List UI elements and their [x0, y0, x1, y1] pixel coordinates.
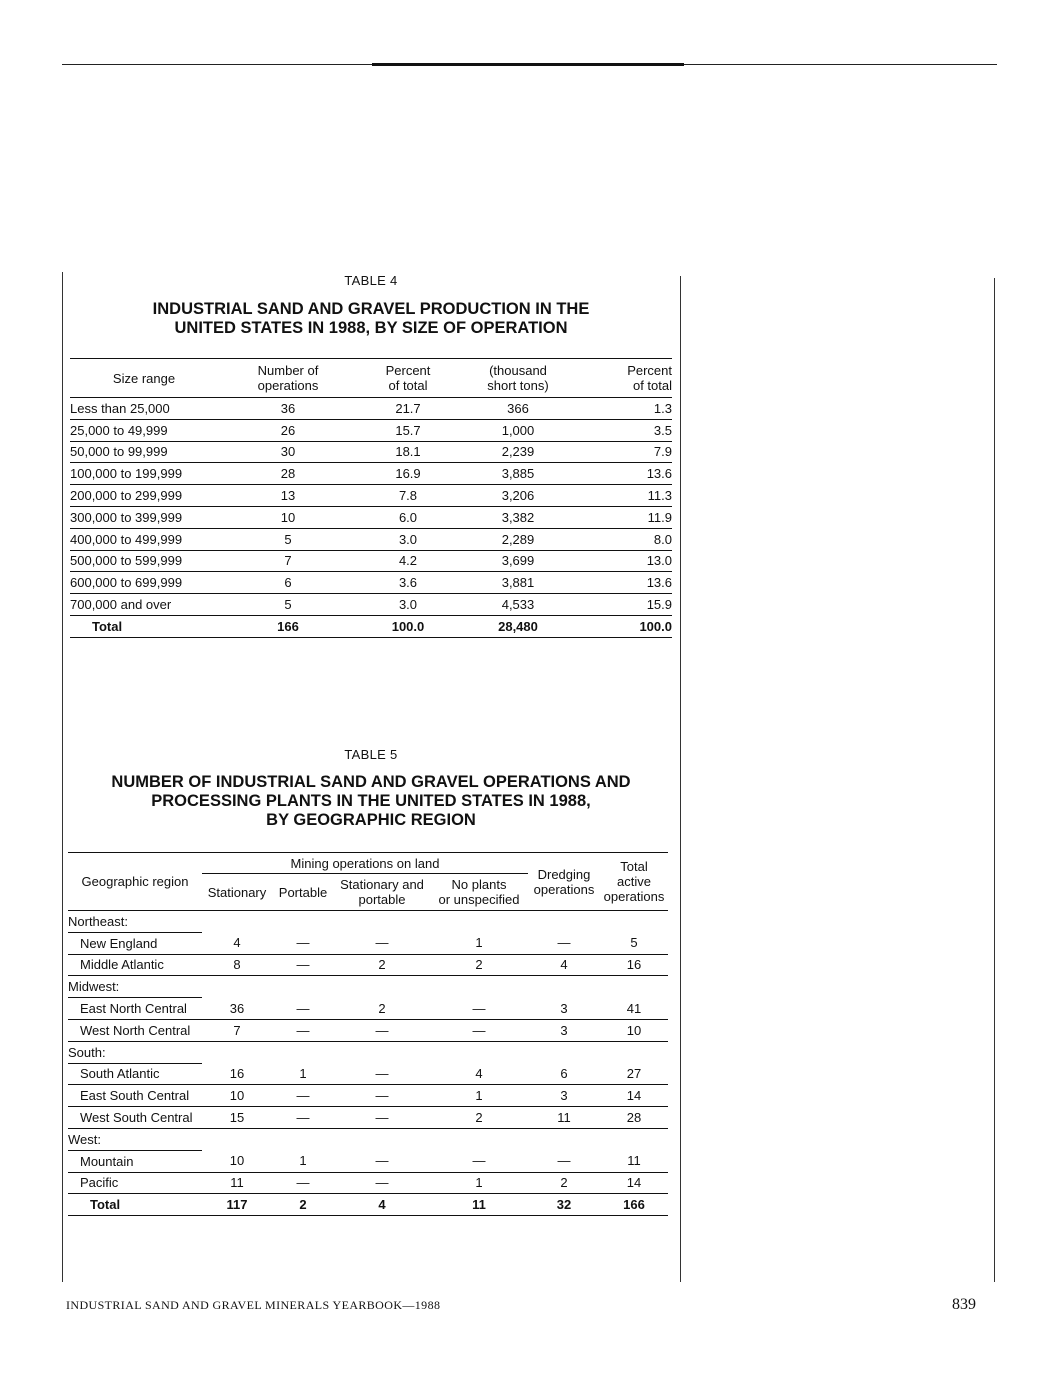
table4-cell-pct2: 3.5: [578, 419, 672, 441]
table5-cell-dr: 3: [528, 1085, 600, 1107]
table-row: [70, 506, 672, 528]
middle-column-rule: [680, 276, 681, 1282]
table-row: [70, 594, 672, 616]
table5-cell-dr: 3: [528, 998, 600, 1020]
table4-cell-ops: 13: [218, 485, 358, 507]
table5-cell-sp: —: [334, 1150, 430, 1172]
table5-cell-tot: 28: [600, 1107, 668, 1129]
table4-cell-range: 400,000 to 499,999: [70, 528, 218, 550]
table5-cell-tot: 5: [600, 932, 668, 954]
table4-cell-tons: 3,699: [458, 550, 578, 572]
table-row: [70, 485, 672, 507]
table5-empty-cell: [430, 1041, 528, 1063]
table5-cell-stat: 15: [202, 1107, 272, 1129]
table5-cell-region: Mountain: [68, 1150, 202, 1172]
table5-region-name: South:: [68, 1041, 202, 1063]
table-row: [68, 932, 668, 954]
table5-cell-np: 1: [430, 932, 528, 954]
table5-region-heading: [68, 1041, 668, 1063]
table4-cell-range: 25,000 to 49,999: [70, 419, 218, 441]
table5-empty-cell: [334, 976, 430, 998]
table5-cell-sp: —: [334, 1063, 430, 1085]
table5-total-tot: 166: [600, 1194, 668, 1216]
table5-cell-port: —: [272, 1107, 334, 1129]
table5-cell-dr: —: [528, 932, 600, 954]
table-row: [70, 528, 672, 550]
table-row: [68, 954, 668, 976]
table4-cell-ops: 26: [218, 419, 358, 441]
table5-region-name: Northeast:: [68, 911, 202, 933]
table5-header-total-line3: operations: [603, 889, 665, 904]
table5-title: [62, 773, 680, 830]
table4-header-num-ops: [218, 359, 358, 398]
table5-region-name: West:: [68, 1128, 202, 1150]
table5-cell-np: 2: [430, 954, 528, 976]
table4-header-percent2: [578, 359, 672, 398]
table4-cell-pct: 4.2: [358, 550, 458, 572]
table4-cell-pct: 100.0: [358, 615, 458, 637]
table5-cell-dr: 6: [528, 1063, 600, 1085]
table4-cell-range: 200,000 to 299,999: [70, 485, 218, 507]
table5-cell-port: —: [272, 1019, 334, 1041]
table5-region-heading: [68, 1128, 668, 1150]
table4-label: TABLE 4: [344, 273, 398, 288]
table5-cell-np: 1: [430, 1085, 528, 1107]
table5: [68, 852, 668, 1216]
table5-cell-np: 2: [430, 1107, 528, 1129]
table4-cell-pct2: 8.0: [578, 528, 672, 550]
table4-cell-tons: 3,206: [458, 485, 578, 507]
table-row: [68, 1063, 668, 1085]
table5-cell-region: Pacific: [68, 1172, 202, 1194]
table5-empty-cell: [202, 1041, 272, 1063]
table5-total-dr: 32: [528, 1194, 600, 1216]
table5-header-total-line1: Total: [620, 859, 648, 874]
table5-empty-cell: [600, 976, 668, 998]
table5-cell-port: 1: [272, 1150, 334, 1172]
table5-total-np: 11: [430, 1194, 528, 1216]
table5-title-line3: BY GEOGRAPHIC REGION: [266, 811, 476, 829]
table5-cell-dr: 2: [528, 1172, 600, 1194]
table4-cell-range: 100,000 to 199,999: [70, 463, 218, 485]
table5-cell-region: East South Central: [68, 1085, 202, 1107]
table4: [70, 358, 672, 638]
table5-empty-cell: [334, 1128, 430, 1150]
table5-cell-stat: 10: [202, 1150, 272, 1172]
table4-header-percent2-line1: Percent: [627, 363, 672, 378]
table5-empty-cell: [528, 1041, 600, 1063]
table5-cell-stat: 10: [202, 1085, 272, 1107]
table5-header-stationary: Stationary: [202, 874, 272, 911]
table-row: [68, 1085, 668, 1107]
table5-empty-cell: [334, 1041, 430, 1063]
table-row: [70, 441, 672, 463]
table4-cell-ops: 30: [218, 441, 358, 463]
table4-cell-tons: 366: [458, 398, 578, 420]
table5-header-no-plants-line1: No plants: [451, 877, 507, 892]
table5-cell-region: West North Central: [68, 1019, 202, 1041]
table5-cell-tot: 11: [600, 1150, 668, 1172]
table4-cell-ops: 28: [218, 463, 358, 485]
table5-header-mining: Mining operations on land: [202, 853, 528, 874]
table4-cell-ops: 36: [218, 398, 358, 420]
table5-region-heading: [68, 911, 668, 933]
table4-cell-pct2: 100.0: [578, 615, 672, 637]
table4-cell-range: 600,000 to 699,999: [70, 572, 218, 594]
table5-header-region: Geographic region: [68, 853, 202, 911]
table4-cell-tons: 1,000: [458, 419, 578, 441]
page-number: 839: [952, 1296, 976, 1313]
table4-cell-tons: 3,382: [458, 506, 578, 528]
table5-cell-dr: 11: [528, 1107, 600, 1129]
table5-cell-sp: —: [334, 1172, 430, 1194]
table4-total-row: [70, 615, 672, 637]
table5-region-heading: [68, 976, 668, 998]
table5-cell-tot: 16: [600, 954, 668, 976]
table4-cell-pct2: 7.9: [578, 441, 672, 463]
table5-header-portable: Portable: [272, 874, 334, 911]
top-rule-thick: [372, 63, 684, 66]
table5-title-line2: PROCESSING PLANTS IN THE UNITED STATES IN 1988,: [151, 792, 591, 810]
table4-cell-pct2: 11.3: [578, 485, 672, 507]
table4-cell-pct2: 13.0: [578, 550, 672, 572]
table4-header-num-ops-line1: Number of: [257, 363, 319, 378]
table4-cell-pct: 3.0: [358, 594, 458, 616]
table5-cell-sp: —: [334, 1107, 430, 1129]
table5-header-no-plants-line2: or unspecified: [438, 892, 520, 907]
table4-cell-range: Total: [70, 615, 218, 637]
table5-cell-stat: 7: [202, 1019, 272, 1041]
table5-cell-np: —: [430, 998, 528, 1020]
table5-cell-sp: —: [334, 1085, 430, 1107]
table5-cell-port: —: [272, 954, 334, 976]
table5-cell-tot: 14: [600, 1085, 668, 1107]
table5-header-no-plants: [430, 874, 528, 911]
table4-cell-ops: 5: [218, 528, 358, 550]
table5-total-row: [68, 1194, 668, 1216]
table4-title: [62, 300, 680, 338]
table5-empty-cell: [334, 911, 430, 933]
table5-cell-tot: 27: [600, 1063, 668, 1085]
table4-cell-ops: 10: [218, 506, 358, 528]
table-row: [68, 1150, 668, 1172]
table5-label: TABLE 5: [344, 747, 398, 762]
table-row: [70, 550, 672, 572]
table5-header-stat-port-line1: Stationary and: [340, 877, 424, 892]
table5-cell-dr: 4: [528, 954, 600, 976]
table5-cell-region: South Atlantic: [68, 1063, 202, 1085]
table4-cell-pct2: 13.6: [578, 572, 672, 594]
table4-cell-pct2: 15.9: [578, 594, 672, 616]
table4-header-tons: [458, 359, 578, 398]
table4-cell-range: 700,000 and over: [70, 594, 218, 616]
table5-cell-sp: —: [334, 932, 430, 954]
table5-cell-port: —: [272, 998, 334, 1020]
table5-header-total: [600, 853, 668, 911]
table5-cell-port: —: [272, 1085, 334, 1107]
table5-cell-port: —: [272, 932, 334, 954]
table-row: [68, 1172, 668, 1194]
table4-cell-range: 50,000 to 99,999: [70, 441, 218, 463]
table5-empty-cell: [430, 911, 528, 933]
table4-cell-tons: 2,289: [458, 528, 578, 550]
table5-cell-tot: 14: [600, 1172, 668, 1194]
table5-empty-cell: [272, 1041, 334, 1063]
table5-cell-stat: 36: [202, 998, 272, 1020]
table5-empty-cell: [600, 1041, 668, 1063]
table-row: [70, 463, 672, 485]
table5-header-row1: [68, 853, 668, 874]
footer-text: INDUSTRIAL SAND AND GRAVEL MINERALS YEARBOOK—1988: [66, 1298, 441, 1312]
table4-cell-ops: 6: [218, 572, 358, 594]
table5-cell-tot: 10: [600, 1019, 668, 1041]
table4-cell-pct: 18.1: [358, 441, 458, 463]
table4-cell-tons: 3,885: [458, 463, 578, 485]
table4-header-row: [70, 359, 672, 398]
table5-cell-tot: 41: [600, 998, 668, 1020]
table4-cell-pct2: 11.9: [578, 506, 672, 528]
table4-cell-pct2: 13.6: [578, 463, 672, 485]
table-row: [70, 572, 672, 594]
table-row: [70, 398, 672, 420]
table5-empty-cell: [202, 911, 272, 933]
table4-header-tons-line2: short tons): [487, 378, 549, 393]
table4-title-line1: INDUSTRIAL SAND AND GRAVEL PRODUCTION IN THE: [152, 300, 590, 318]
table5-empty-cell: [528, 976, 600, 998]
table5-header-dredging: [528, 853, 600, 911]
table5-empty-cell: [600, 911, 668, 933]
table5-total-port: 2: [272, 1194, 334, 1216]
table5-cell-stat: 11: [202, 1172, 272, 1194]
table4-header-size-range: Size range: [70, 359, 218, 398]
table4-cell-ops: 7: [218, 550, 358, 572]
table5-cell-np: 1: [430, 1172, 528, 1194]
table5-header-stat-port-line2: portable: [358, 892, 406, 907]
table5-header-stat-port: [334, 874, 430, 911]
table4-cell-pct2: 1.3: [578, 398, 672, 420]
right-column-rule: [994, 278, 995, 1282]
table5-empty-cell: [202, 1128, 272, 1150]
table-row: [68, 1107, 668, 1129]
table5-cell-sp: —: [334, 1019, 430, 1041]
table5-cell-np: —: [430, 1019, 528, 1041]
table5-total-region: Total: [68, 1194, 202, 1216]
table4-cell-pct: 3.6: [358, 572, 458, 594]
table5-cell-port: —: [272, 1172, 334, 1194]
table5-empty-cell: [430, 976, 528, 998]
table4-cell-tons: 28,480: [458, 615, 578, 637]
table4-header-percent-line1: Percent: [385, 363, 431, 378]
table5-cell-np: 4: [430, 1063, 528, 1085]
table5-empty-cell: [528, 1128, 600, 1150]
table5-body: [68, 911, 668, 1216]
table4-cell-range: Less than 25,000: [70, 398, 218, 420]
table4-header-percent2-line2: of total: [632, 378, 672, 393]
table5-header-dredging-line1: Dredging: [537, 866, 591, 882]
table4-cell-pct: 3.0: [358, 528, 458, 550]
table5-cell-port: 1: [272, 1063, 334, 1085]
table5-cell-stat: 4: [202, 932, 272, 954]
table5-cell-region: East North Central: [68, 998, 202, 1020]
table4-cell-pct: 15.7: [358, 419, 458, 441]
table5-total-sp: 4: [334, 1194, 430, 1216]
table5-empty-cell: [600, 1128, 668, 1150]
table5-cell-stat: 16: [202, 1063, 272, 1085]
table5-cell-sp: 2: [334, 954, 430, 976]
table-row: [70, 419, 672, 441]
table4-header-tons-line1: (thousand: [489, 363, 547, 378]
table4-cell-pct: 6.0: [358, 506, 458, 528]
table5-empty-cell: [272, 911, 334, 933]
table5-cell-np: —: [430, 1150, 528, 1172]
table5-empty-cell: [202, 976, 272, 998]
table5-cell-stat: 8: [202, 954, 272, 976]
table5-cell-dr: 3: [528, 1019, 600, 1041]
table5-region-name: Midwest:: [68, 976, 202, 998]
table5-empty-cell: [272, 976, 334, 998]
table4-header-percent: [358, 359, 458, 398]
table5-total-stat: 117: [202, 1194, 272, 1216]
table4-cell-range: 300,000 to 399,999: [70, 506, 218, 528]
table4-header-percent-line2: of total: [388, 378, 428, 393]
table5-cell-region: West South Central: [68, 1107, 202, 1129]
table5-header-dredging-line2: operations: [533, 881, 595, 897]
table4-cell-range: 500,000 to 599,999: [70, 550, 218, 572]
table4-cell-pct: 16.9: [358, 463, 458, 485]
table5-cell-region: Middle Atlantic: [68, 954, 202, 976]
table4-cell-pct: 21.7: [358, 398, 458, 420]
table4-cell-tons: 4,533: [458, 594, 578, 616]
table4-body: [70, 398, 672, 638]
table4-title-line2: UNITED STATES IN 1988, BY SIZE OF OPERATION: [174, 319, 568, 337]
table4-cell-pct: 7.8: [358, 485, 458, 507]
table-row: [68, 1019, 668, 1041]
table5-cell-sp: 2: [334, 998, 430, 1020]
table4-cell-tons: 3,881: [458, 572, 578, 594]
table5-cell-region: New England: [68, 932, 202, 954]
table4-cell-tons: 2,239: [458, 441, 578, 463]
table4-header-num-ops-line2: operations: [257, 378, 319, 393]
table4-cell-ops: 166: [218, 615, 358, 637]
table5-header-total-line2: active: [617, 874, 651, 889]
table5-title-line1: NUMBER OF INDUSTRIAL SAND AND GRAVEL OPERATIONS AND: [111, 773, 631, 791]
table5-empty-cell: [272, 1128, 334, 1150]
table5-cell-dr: —: [528, 1150, 600, 1172]
table-row: [68, 998, 668, 1020]
table5-empty-cell: [430, 1128, 528, 1150]
table4-cell-ops: 5: [218, 594, 358, 616]
table5-empty-cell: [528, 911, 600, 933]
